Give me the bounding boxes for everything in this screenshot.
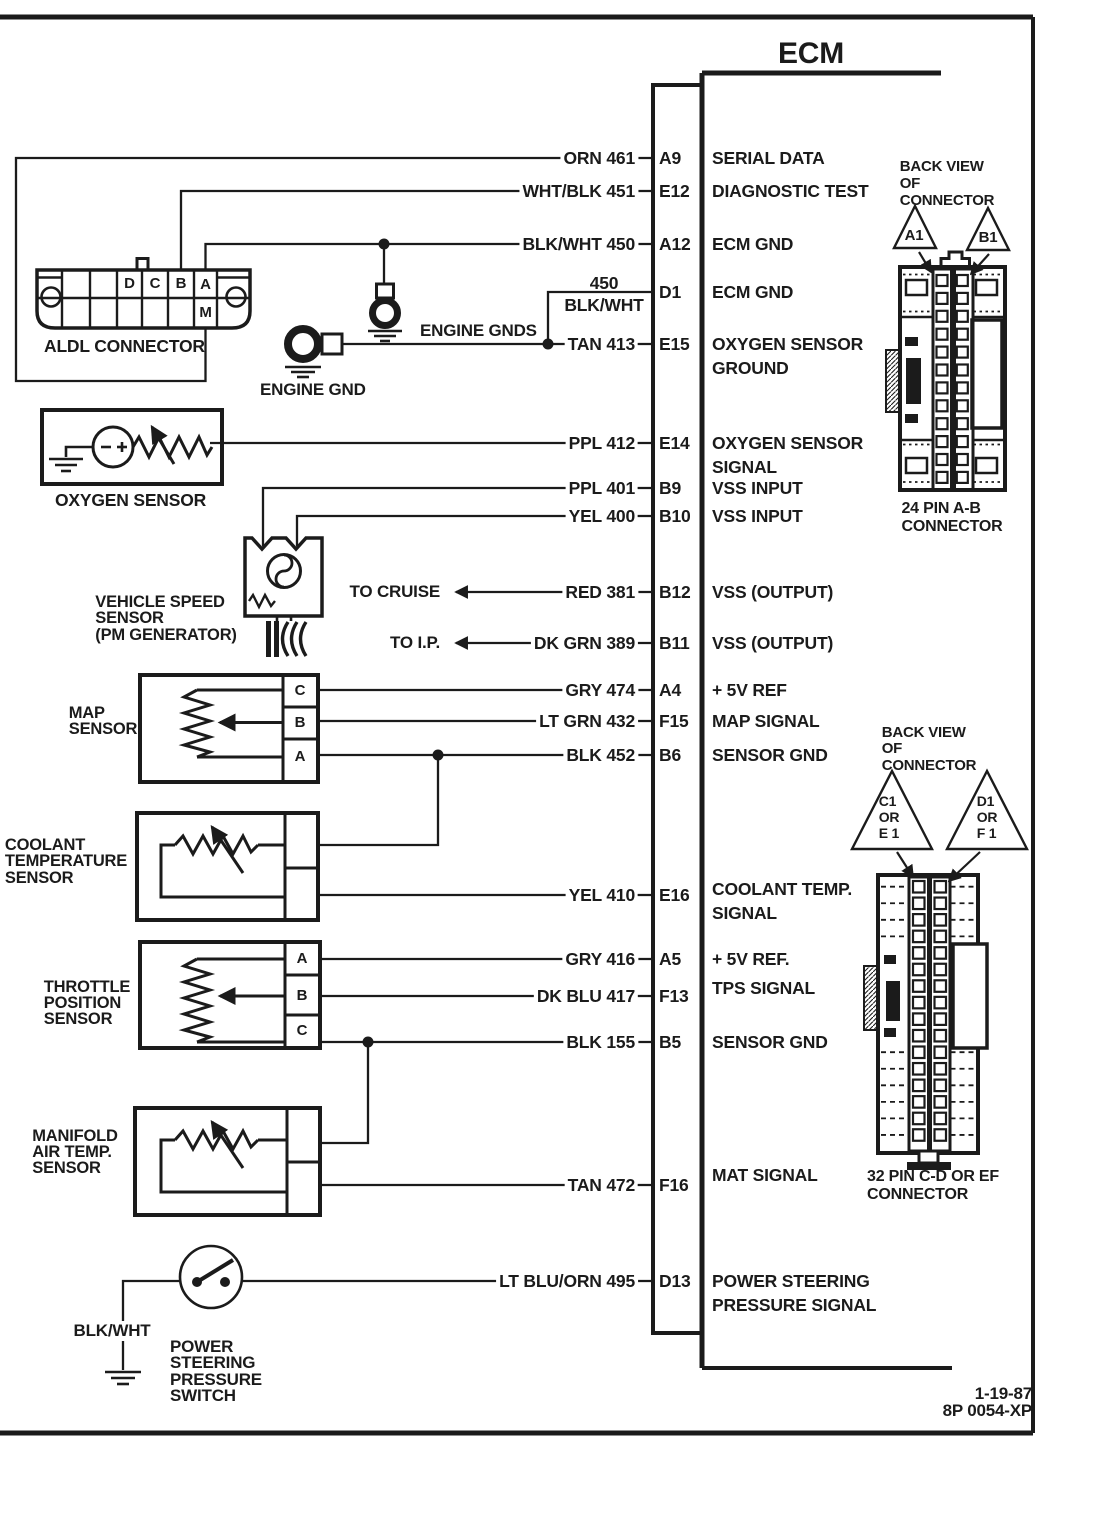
wire-label-b10: YEL 400 — [566, 506, 638, 526]
ecm-signal-b12: VSS (OUTPUT) — [712, 582, 834, 602]
wire-label-b9: PPL 401 — [566, 478, 638, 498]
wire-label-d1-line1: 450 — [589, 273, 619, 293]
ecm-pin-a12: A12 — [659, 234, 691, 254]
oxygen-sensor-label: OXYGEN SENSOR — [55, 490, 207, 510]
ecm-pin-a4: A4 — [659, 680, 681, 700]
ecm-signal-d13: POWER STEERING — [712, 1271, 870, 1291]
wire-label-e15: TAN 413 — [565, 334, 638, 354]
wire-label-d13: LT BLU/ORN 495 — [496, 1271, 638, 1291]
ecm-signal-e15: OXYGEN SENSOR — [712, 334, 864, 354]
engine-gnd-label: ENGINE GND — [260, 380, 366, 399]
wire-label-a12: BLK/WHT 450 — [519, 234, 638, 254]
map-sensor-symbol — [140, 675, 318, 782]
wire-label-d1-line2: BLK/WHT — [564, 294, 644, 315]
ecm-signal-e14: OXYGEN SENSOR — [712, 433, 864, 453]
connector32-triangle-d1f1: D1 OR F 1 — [976, 793, 998, 841]
engine-gnds-label: ENGINE GNDS — [420, 321, 537, 340]
ecm-signal-a9: SERIAL DATA — [712, 148, 825, 168]
vss-symbol — [245, 538, 322, 657]
ecm-pin-e16: E16 — [659, 885, 690, 905]
psps-wire-label: BLK/WHT — [71, 1321, 154, 1341]
ecm-pin-e12: E12 — [659, 181, 690, 201]
to-cruise-label: TO CRUISE — [349, 582, 440, 601]
ecm-signal-e16-line2: SIGNAL — [712, 903, 777, 923]
connector32-triangle-c1e1: C1 OR E 1 — [878, 793, 900, 841]
ecm-signal-b11: VSS (OUTPUT) — [712, 633, 834, 653]
ecm-pin-b11: B11 — [659, 633, 690, 653]
wire-label-b5: BLK 155 — [563, 1032, 638, 1052]
wire-label-b12: RED 381 — [562, 582, 638, 602]
ecm-pin-d1: D1 — [659, 282, 681, 302]
ecm-signal-f16: MAT SIGNAL — [712, 1165, 818, 1185]
wire-label-f13: DK BLU 417 — [534, 986, 638, 1006]
map-sensor-label: MAP SENSOR — [68, 703, 138, 739]
ecm-pin-b9: B9 — [659, 478, 681, 498]
ecm-pin-b6: B6 — [659, 745, 681, 765]
tps-pin-b: B — [296, 987, 308, 1004]
connector24-label: 24 PIN A-B CONNECTOR — [901, 500, 1003, 535]
ecm-signal-e15-line2: GROUND — [712, 358, 789, 378]
footer-date: 1-19-87 — [974, 1384, 1032, 1403]
wire-label-e14: PPL 412 — [566, 433, 638, 453]
ecm-pin-e15: E15 — [659, 334, 690, 354]
tps-pin-c: C — [296, 1022, 308, 1039]
wire-label-b6: BLK 452 — [563, 745, 638, 765]
ecm-pin-f15: F15 — [659, 711, 689, 731]
ecm-signal-e12: DIAGNOSTIC TEST — [712, 181, 869, 201]
mat-sensor-label: MANIFOLD AIR TEMP. SENSOR — [32, 1127, 118, 1177]
tps-label: THROTTLE POSITION SENSOR — [43, 978, 131, 1028]
ecm-pin-a9: A9 — [659, 148, 681, 168]
ecm-pin-b5: B5 — [659, 1032, 681, 1052]
engine-ground-terminals — [285, 284, 402, 377]
connector32-back-view: BACK VIEW OF CONNECTOR — [881, 723, 977, 774]
ecm-pin-f13: F13 — [659, 986, 689, 1006]
ecm-signal-f13: TPS SIGNAL — [712, 978, 816, 998]
map-pin-a: A — [294, 748, 306, 765]
psps-label: POWER STEERING PRESSURE SWITCH — [170, 1336, 262, 1406]
oxygen-sensor-symbol — [42, 410, 222, 484]
coolant-sensor-label: COOLANT TEMPERATURE SENSOR — [4, 835, 128, 887]
aldl-pin-m: M — [199, 304, 212, 321]
wire-label-e16: YEL 410 — [566, 885, 638, 905]
wire-label-f16: TAN 472 — [565, 1175, 638, 1195]
wire-label-a5: GRY 416 — [562, 949, 638, 969]
ecm-signal-d13-line2: PRESSURE SIGNAL — [712, 1295, 877, 1315]
wire-label-b11: DK GRN 389 — [531, 633, 638, 653]
tps-symbol — [140, 942, 320, 1048]
ecm-pin-d13: D13 — [659, 1271, 691, 1291]
ecm-signal-a5: + 5V REF. — [712, 949, 790, 969]
ecm-pin-a5: A5 — [659, 949, 681, 969]
aldl-pin-b: B — [175, 275, 187, 292]
aldl-label: ALDL CONNECTOR — [44, 336, 205, 356]
wire-label-a9: ORN 461 — [560, 148, 638, 168]
ecm-signal-a4: + 5V REF — [712, 680, 787, 700]
wire-label-e12: WHT/BLK 451 — [519, 181, 638, 201]
connector24-back-view: BACK VIEW OF CONNECTOR — [899, 157, 995, 209]
ecm-pin-e14: E14 — [659, 433, 690, 453]
ecm-signal-d1: ECM GND — [712, 282, 794, 302]
ecm-signal-e14-line2: SIGNAL — [712, 457, 777, 477]
aldl-connector — [37, 259, 250, 329]
page-border — [0, 17, 1033, 1433]
aldl-pin-a: A — [200, 276, 211, 293]
tps-pin-a: A — [296, 950, 308, 967]
wire-label-a4: GRY 474 — [562, 680, 638, 700]
to-ip-label: TO I.P. — [390, 633, 440, 652]
ecm-pin-b10: B10 — [659, 506, 691, 526]
coolant-temp-sensor-symbol — [137, 813, 318, 920]
wire-label-f15: LT GRN 432 — [536, 711, 638, 731]
ecm-signal-e16: COOLANT TEMP. — [712, 879, 852, 899]
ecm-signal-a12: ECM GND — [712, 234, 794, 254]
ecm-pin-b12: B12 — [659, 582, 691, 602]
connector-24pin-drawing — [886, 206, 1009, 490]
ecm-title: ECM — [777, 37, 845, 70]
connector24-triangle-a1: A1 — [904, 227, 924, 244]
ecm-signal-f15: MAP SIGNAL — [712, 711, 820, 731]
ecm-signal-b10: VSS INPUT — [712, 506, 803, 526]
map-pin-b: B — [294, 714, 306, 731]
ecm-signal-b6: SENSOR GND — [712, 745, 828, 765]
map-pin-c: C — [294, 682, 306, 699]
aldl-pin-d: D — [124, 275, 135, 292]
footer-part-number: 8P 0054-XP — [942, 1401, 1032, 1420]
connector32-label: 32 PIN C-D OR EF CONNECTOR — [867, 1168, 999, 1203]
mat-sensor-symbol — [135, 1108, 320, 1215]
aldl-pin-c: C — [149, 275, 161, 292]
vss-label: VEHICLE SPEED SENSOR (PM GENERATOR) — [95, 592, 237, 644]
ecm-pin-f16: F16 — [659, 1175, 689, 1195]
ecm-signal-b9: VSS INPUT — [712, 478, 803, 498]
connector24-triangle-b1: B1 — [978, 229, 998, 246]
ecm-signal-b5: SENSOR GND — [712, 1032, 828, 1052]
